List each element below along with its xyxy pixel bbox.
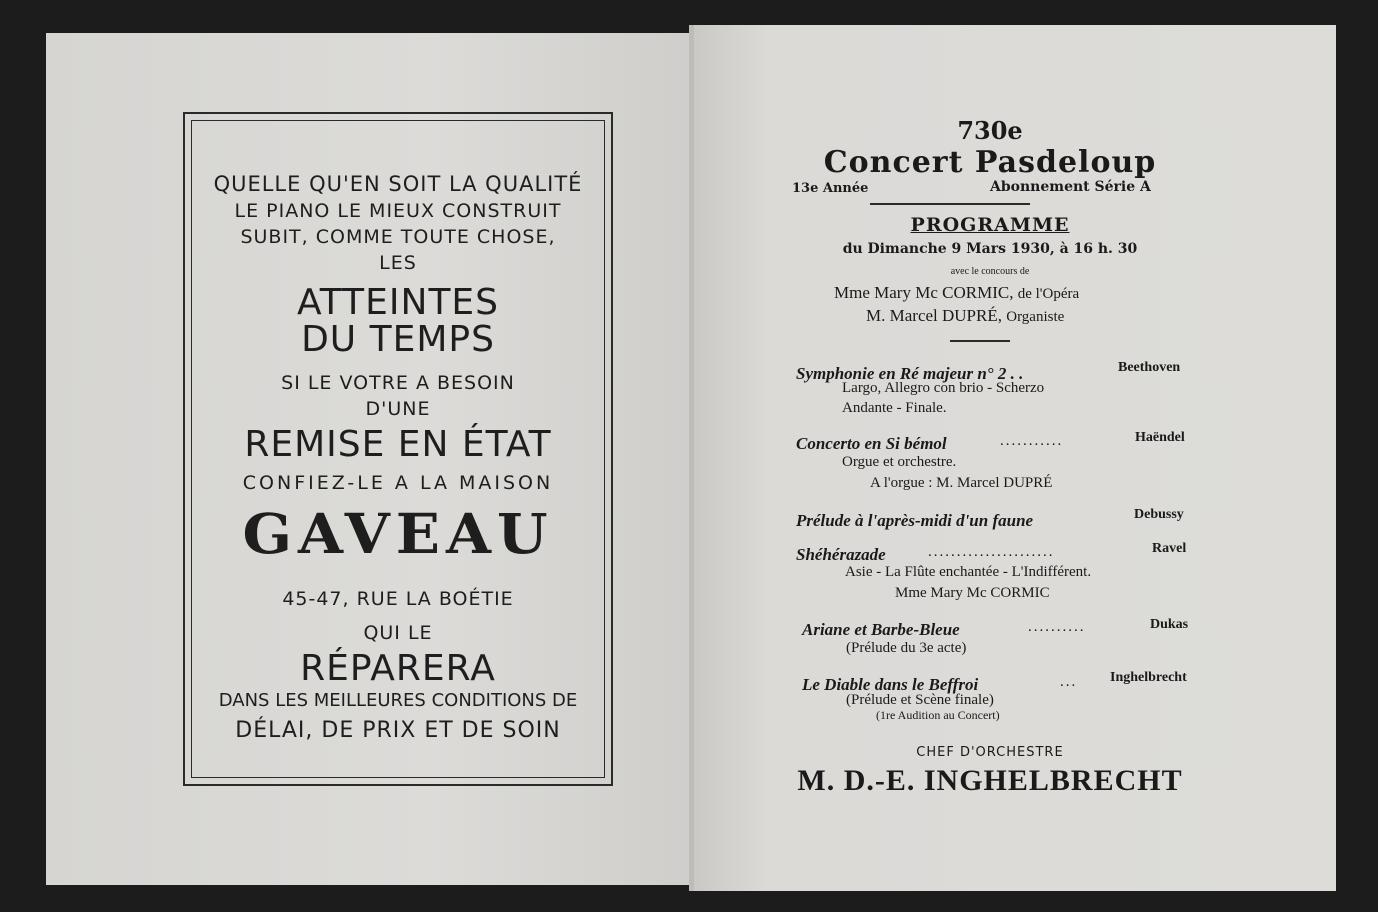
work-5-title: Ariane et Barbe-Bleue xyxy=(802,620,960,639)
divider-ornament xyxy=(950,340,1010,342)
work-1-detail-1: Largo, Allegro con brio - Scherzo xyxy=(842,380,1045,396)
soloist-2-role: Organiste xyxy=(1006,309,1065,325)
programme-label: PROGRAMME xyxy=(910,214,1070,236)
work-4-detail-1: Asie - La Flûte enchantée - L'Indifférent. xyxy=(845,564,1092,580)
ad-line-4: LES xyxy=(379,252,417,274)
soloist-1-role: de l'Opéra xyxy=(1017,286,1080,302)
ad-line-1: QUELLE QU'EN SOIT LA QUALITÉ xyxy=(213,172,583,196)
ad-line-10: DÉLAI, DE PRIX ET DE SOIN xyxy=(235,718,561,743)
ad-line-6: D'UNE xyxy=(365,398,431,420)
work-2-detail-2: A l'orgue : M. Marcel DUPRÉ xyxy=(870,475,1053,491)
work-6-dots: ... xyxy=(1060,674,1078,690)
work-1-title: Symphonie en Ré majeur n° 2 . . xyxy=(796,364,1024,383)
with-label: avec le concours de xyxy=(950,266,1030,277)
advertisement-frame xyxy=(183,112,613,786)
ad-heading-remise: REMISE EN ÉTAT xyxy=(244,424,552,465)
work-2-title: Concerto en Si bémol xyxy=(796,434,947,453)
work-5-detail-1: (Prélude du 3e acte) xyxy=(846,640,967,656)
work-4-detail-2: Mme Mary Mc CORMIC xyxy=(895,585,1050,601)
soloist-2-name: M. Marcel DUPRÉ, xyxy=(866,306,1002,325)
concert-number: 730e xyxy=(957,116,1023,145)
ad-line-9: DANS LES MEILLEURES CONDITIONS DE xyxy=(218,690,578,711)
conductor-name: M. D.-E. INGHELBRECHT xyxy=(797,764,1183,797)
ad-address: 45-47, RUE LA BOÉTIE xyxy=(282,588,514,610)
work-4-composer: Ravel xyxy=(1152,541,1187,556)
book-spine xyxy=(689,25,694,891)
work-6-composer: Inghelbrecht xyxy=(1110,670,1187,685)
work-5-composer: Dukas xyxy=(1150,617,1189,632)
ad-line-7: CONFIEZ-LE A LA MAISON xyxy=(242,472,554,494)
ad-heading-atteintes: ATTEINTES xyxy=(296,282,500,323)
ad-line-5: SI LE VOTRE A BESOIN xyxy=(281,372,515,394)
work-5-dots: .......... xyxy=(1028,619,1086,635)
work-3-title: Prélude à l'après-midi d'un faune xyxy=(796,511,1034,530)
work-1-composer: Beethoven xyxy=(1118,360,1181,375)
work-4-title: Shéhérazade xyxy=(796,545,886,564)
soloist-1 xyxy=(834,283,1079,303)
soloist-2 xyxy=(866,306,1064,326)
work-4-dots: ...................... xyxy=(928,544,1055,560)
ad-heading-reparera: RÉPARERA xyxy=(300,648,496,689)
brand-logo: GAVEAU xyxy=(242,501,554,567)
work-6-detail-2: (1re Audition au Concert) xyxy=(876,708,1000,722)
ad-heading-du-temps: DU TEMPS xyxy=(301,319,495,360)
conductor-label: CHEF D'ORCHESTRE xyxy=(916,745,1064,760)
work-6-title: Le Diable dans le Beffroi xyxy=(802,675,979,694)
work-1-detail-2: Andante - Finale. xyxy=(842,400,947,416)
concert-title: Concert Pasdeloup xyxy=(823,145,1157,180)
divider-top xyxy=(870,203,1030,205)
ad-line-2: LE PIANO LE MIEUX CONSTRUIT xyxy=(234,200,562,222)
ad-line-3: SUBIT, COMME TOUTE CHOSE, xyxy=(240,226,556,248)
work-2-composer: Haëndel xyxy=(1135,430,1185,445)
concert-date: du Dimanche 9 Mars 1930, à 16 h. 30 xyxy=(842,241,1138,257)
concert-subscription: Abonnement Série A xyxy=(990,179,1151,195)
work-3-composer: Debussy xyxy=(1134,507,1184,522)
work-6-detail-1: (Prélude et Scène finale) xyxy=(846,692,994,708)
soloist-1-name: Mme Mary Mc CORMIC, xyxy=(834,283,1014,302)
work-2-detail-1: Orgue et orchestre. xyxy=(842,454,957,470)
work-2-dots: ........... xyxy=(1000,433,1064,449)
ad-line-8: QUI LE xyxy=(363,622,433,644)
concert-year: 13e Année xyxy=(792,181,869,196)
